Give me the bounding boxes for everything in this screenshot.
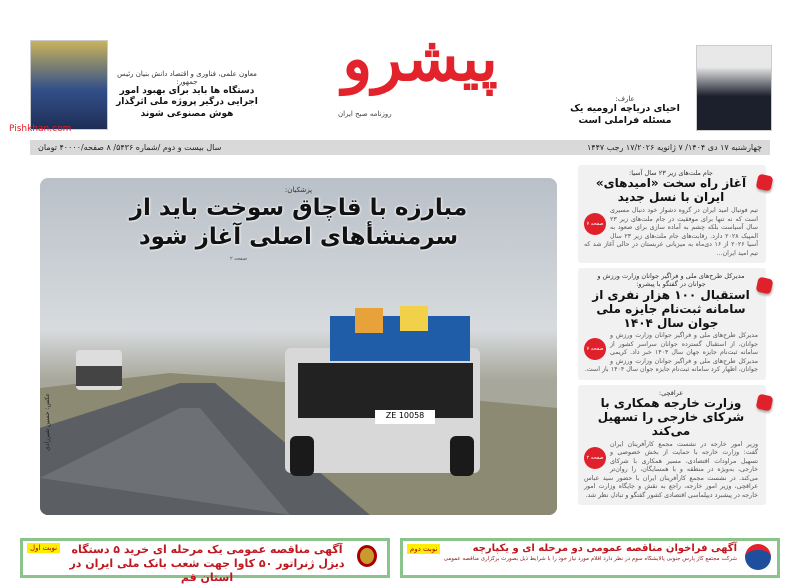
- side-story-kicker: جام ملت‌های زیر ۲۳ سال آسیا:: [629, 169, 713, 177]
- left-teaser-photo: [9, 40, 108, 134]
- side-story-headline[interactable]: وزارت خارجه همکاری با شرکای خارجی را تسهیل می‌کند: [597, 396, 745, 438]
- page-link-button[interactable]: صفحه ۲: [584, 447, 606, 469]
- ad-tag: نوبت دوم: [407, 544, 440, 554]
- red-marker-icon: [756, 174, 774, 192]
- ad-gas-tender[interactable]: [400, 538, 780, 578]
- side-story[interactable]: [578, 268, 766, 380]
- red-marker-icon: [756, 393, 774, 411]
- lead-story[interactable]: [40, 178, 557, 515]
- watermark: Pishkhan.com: [9, 124, 72, 134]
- side-story[interactable]: [578, 165, 766, 263]
- lead-kicker: پزشکیان:: [284, 186, 313, 194]
- bank-logo-icon: [357, 545, 377, 567]
- page-link-button[interactable]: صفحه ۷: [584, 213, 606, 235]
- lead-plate: ZE 10058: [385, 411, 425, 420]
- photo-credit: عکس: حسین شیرزادی: [44, 393, 51, 451]
- lead-headline[interactable]: مبارزه با قاچاق سوخت باید از سرمنشأهای اصلی آغاز شود: [129, 195, 468, 250]
- right-teaser-photo: [696, 45, 772, 131]
- left-teaser-kicker: معاون علمی، فناوری و اقتصاد دانش بنیان رئیس جمهور:: [117, 70, 257, 86]
- issue-info: سال بیست و دوم /شماره ۵۴۳۶/ ۸ صفحه/۴۰۰۰۰ تومان: [38, 143, 222, 152]
- gas-company-logo-icon: [745, 544, 771, 570]
- ad-bank-tender[interactable]: [20, 538, 390, 584]
- side-story-kicker: عراقچی:: [658, 388, 684, 397]
- side-stories-column: [578, 165, 766, 533]
- masthead-tagline: روزنامه صبح ایران: [338, 110, 392, 118]
- ad-title: آگهی فراخوان مناقصه عمومی دو مرحله ای و یکپارچه: [472, 543, 737, 554]
- side-story-body: تیم فوتبال امید ایران در گروه دشوار خود دنبال مسیری است که نه تنها برای موفقیت در جام ملت‌های زیر ۲۳ سال آسیاست بلکه چشم به آماده سازی برای صعود به المپیک ۲۰۲۸ دارد. رقابت‌های جام ملت‌های زیر ۲۳ سال آسیا ۲۰۲۶ از ۱۶ دی‌ماه به میزبانی عربستان در حالی آغاز شد که تیم امید ایران...: [584, 207, 758, 257]
- side-story-body: مدیرکل طرح‌های ملی و فراگیر جوانان وزارت ورزش و جوانان، از استقبال گسترده جوانان سراسر کشور از سامانه ثبت‌نام جایزه جهان سال ۱۴۰۴ خبر داد. کریمی مدیرکل طرح‌های ملی و فراگیر جوانان وزارت ورزش و جوانان، اظهار کرد سامانه ثبت‌نام جایزه جوان سال ۱۴۰۴ باز است.: [584, 332, 758, 374]
- right-teaser-headline[interactable]: احیای دریاچه ارومیه یک مسئله فراملی است: [570, 103, 680, 126]
- right-teaser-kicker: عارف:: [615, 95, 635, 103]
- date: چهارشنبه ۱۷ دی ۱۴۰۴/ ۷ ژانویه ۱۷/۲۰۲۶ رجب ۱۴۴۷: [586, 143, 762, 152]
- ad-title: آگهی مناقصه عمومی یک مرحله ای خرید ۵ دستگاه دیزل ژنراتور ۵۰ کاوا جهت شعب بانک ملی ایران در استان قم: [69, 543, 345, 584]
- masthead-logo[interactable]: پیشرو روزنامه صبح ایران: [338, 22, 498, 118]
- red-marker-icon: [756, 277, 774, 295]
- page-link-button[interactable]: صفحه ۷: [584, 338, 606, 360]
- left-teaser-headline[interactable]: دستگاه ها باید برای بهبود امور اجرایی درگیر پروژه ملی اثرگذار هوش مصنوعی شوند: [116, 86, 258, 119]
- side-story-headline[interactable]: آغاز راه سخت «امیدهای» ایران با نسل جدید: [595, 176, 747, 205]
- ad-body: شرکت مجتمع گاز پارس جنوبی پالایشگاه سوم در نظر دارد اقلام مورد نیاز خود را با شرایط ذیل بصورت برگزاری مناقصه عمومی: [443, 555, 737, 562]
- side-story[interactable]: [578, 385, 766, 505]
- side-story-body: وزیر امور خارجه در نشست مجمع کارآفرینان ایران گفت: وزارت خارجه با حمایت از بخش خصوصی و تسهیل مراودات اقتصادی، مسیر همکاری با شرکای خارجی، به‌ویژه در منطقه و با همسایگان، را روان‌تر می‌کند. در نشست مجمع کارآفرینان ایران با حضور سید عباس عراقچی، وزیر امور خارجه، راجع به نقش و جایگاه وزارت امور خارجه در پیشبرد دیپلماسی اقتصادی کشور گفتگو و تبادل نظر شد.: [584, 440, 758, 499]
- ad-tag: نوبت اول: [27, 543, 60, 553]
- dateline-bar: [30, 140, 770, 155]
- side-story-kicker: مدیرکل طرح‌های ملی و فراگیر جوانان وزارت ورزش و جوانان در گفتگو با پیشرو:: [597, 272, 745, 289]
- side-story-headline[interactable]: استقبال ۱۰۰ هزار نفری از سامانه ثبت‌نام جایزه ملی جوان سال ۱۴۰۴: [592, 287, 750, 330]
- lead-page-ref[interactable]: صفحه ۲: [230, 256, 247, 262]
